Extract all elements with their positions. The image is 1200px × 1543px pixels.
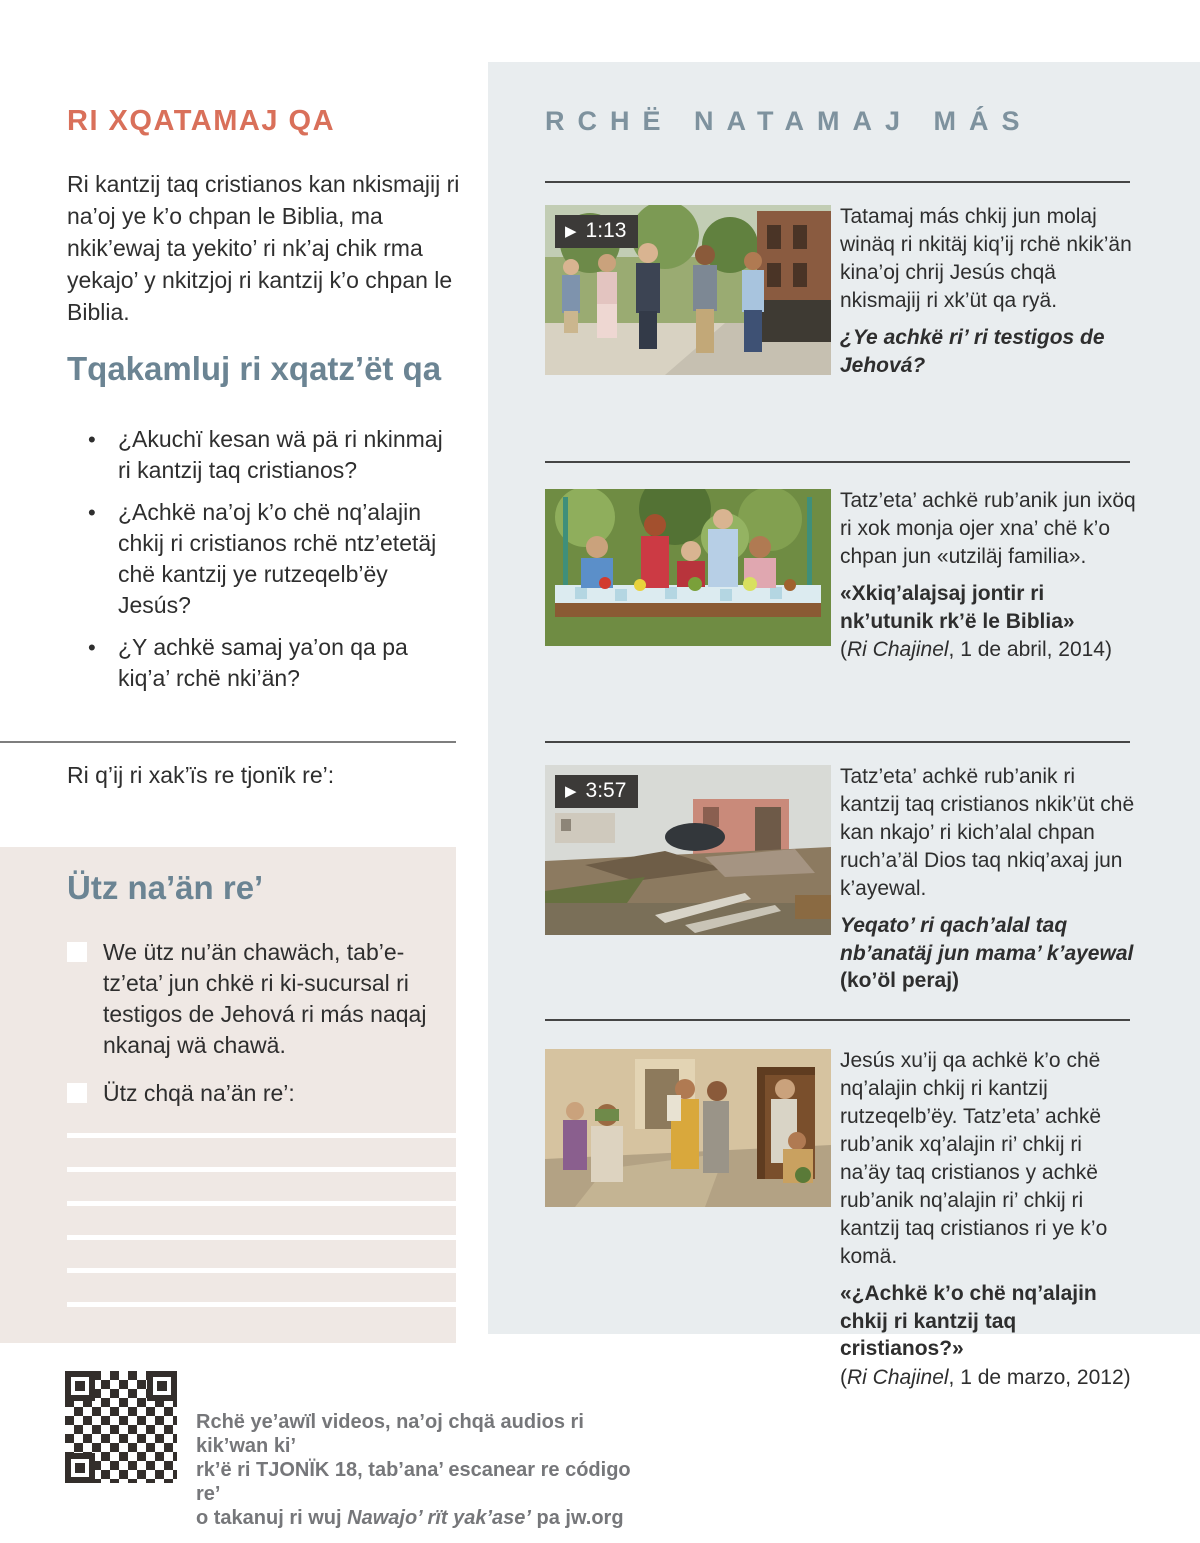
- list-item: [88, 424, 456, 486]
- video-title: Yeqato’ ri qach’alal taq nb’anatäj jun mama’ k’ayewal: [840, 914, 1134, 965]
- source-citation: (Ri Chajinel, 1 de marzo, 2012): [840, 1365, 1131, 1389]
- section-text: [840, 1047, 1137, 1392]
- source-citation: (Ri Chajinel, 1 de abril, 2014): [840, 638, 1112, 661]
- completion-date-label: Ri q’ij ri xak’ïs re tjonïk re’:: [67, 762, 335, 788]
- publication-title: Nawajo’ rït yak’ase’: [347, 1507, 531, 1529]
- magazine-title: Ri Chajinel: [847, 638, 949, 661]
- section-text: [840, 487, 1137, 664]
- list-item: [88, 632, 456, 694]
- video-subtitle: (ko’öl peraj): [840, 969, 960, 992]
- duration-badge: [555, 775, 638, 808]
- article-thumbnail-bible-scene[interactable]: [545, 1049, 831, 1207]
- write-in-line[interactable]: [67, 1201, 456, 1206]
- list-item: [88, 497, 456, 621]
- bullet-icon: •: [88, 500, 96, 525]
- bible-scene-illustration: [545, 1049, 831, 1207]
- write-in-line[interactable]: [67, 1302, 456, 1307]
- checkbox[interactable]: [67, 1083, 87, 1103]
- checklist-item-text: Ütz chqä na’än re’:: [103, 1080, 295, 1106]
- next-steps-heading: Ütz na’än re’: [67, 869, 264, 906]
- question-text: ¿Achkë na’oj k’o chë nq’alajin chkij ri cristianos rchë ntz’etetäj chë kantzij ye rutzeqelb’ëy Jesús?: [118, 499, 437, 618]
- section-description: Tatamaj más chkij jun molaj winäq ri nkitäj kiq’ij rchë nkik’än kina’oj chrij Jesús chqä nkismajij ri xk’üt qa ryä.: [840, 205, 1132, 312]
- next-steps-box: [0, 847, 456, 1343]
- qr-caption: [196, 1410, 646, 1530]
- horizontal-rule: [545, 461, 1130, 463]
- write-in-line[interactable]: [67, 1268, 456, 1273]
- qr-caption-line: rk’ë ri TJONÏK 18, tab’ana’ escanear re código re’: [196, 1459, 631, 1505]
- video-thumbnail-street-conversation[interactable]: [545, 205, 831, 375]
- checklist-item: [67, 1078, 435, 1109]
- write-in-line[interactable]: [67, 1235, 456, 1240]
- magazine-title: Ri Chajinel: [847, 1365, 949, 1389]
- page-title: RI XQATAMAJ QA: [67, 105, 336, 137]
- qr-caption-line: Rchë ye’awïl videos, na’oj chqä audios ri kik’wan ki’: [196, 1411, 584, 1457]
- write-in-line[interactable]: [67, 1133, 456, 1138]
- question-text: ¿Y achkë samaj ya’on qa pa kiq’a’ rchë nki’än?: [118, 634, 408, 691]
- section-description: Tatz’eta’ achkë rub’anik ri kantzij taq cristianos nkik’üt chë kan nkajo’ ri kich’alal chpan ruch’a’äl Dios taq nkiq’axaj jun k’ayewal.: [840, 765, 1135, 900]
- intro-paragraph: Ri kantzij taq cristianos kan nkismajij ri na’oj ye k’o chpan le Biblia, ma nkik’ewaj ta yekito’ ri nk’aj chik rma yekajo’ y nkitzjoj ri kantzij k’o chpan le Biblia.: [67, 171, 460, 325]
- article-title: «Xkiq’alajsaj jontir ri nk’utunik rk’ë le Biblia»: [840, 582, 1075, 633]
- qr-finder-icon: [147, 1371, 177, 1401]
- section-text: [840, 763, 1137, 995]
- qr-caption-line: o takanuj ri wuj Nawajo’ rït yak’ase’ pa jw.org: [196, 1507, 624, 1529]
- video-thumbnail-disaster-relief[interactable]: [545, 765, 831, 935]
- qr-finder-icon: [65, 1453, 95, 1483]
- play-icon: ▶: [565, 223, 577, 240]
- duration-label: 3:57: [585, 779, 627, 802]
- review-questions-list: [88, 424, 456, 705]
- horizontal-rule: [545, 181, 1130, 183]
- family-meal-illustration: [545, 489, 831, 646]
- section-description: Jesús xu’ij qa achkë k’o chë nq’alajin chkij ri kantzij rutzeqelb’ëy. Tatz’eta’ achkë rub’anik xq’alajin ri’ chkij ri na’äy taq cristianos y achkë rub’anik nq’alajin ri’ chkij ri kantzij taq cristianos ri ye k’o komä.: [840, 1049, 1108, 1268]
- section-text: [840, 203, 1137, 379]
- duration-label: 1:13: [585, 219, 627, 242]
- horizontal-rule: [545, 741, 1130, 743]
- write-in-line[interactable]: [67, 1167, 456, 1172]
- section-description: Tatz’eta’ achkë rub’anik jun ixöq ri xok monja ojer xna’ chë k’o chpan jun «utziläj familia».: [840, 489, 1136, 568]
- checklist-item: [67, 937, 435, 1061]
- checklist-item-text: We ütz nu’än chawäch, tab’etz’eta’ jun chkë ri ki-sucursal ri testigos de Jehová ri más naqaj nkanaj wä chawä.: [103, 939, 427, 1058]
- qr-finder-icon: [65, 1371, 95, 1401]
- learn-more-heading: RCHË NATAMAJ MÁS: [545, 106, 1033, 136]
- qr-code: [65, 1371, 177, 1483]
- review-heading: Tqakamluj ri xqatz’ët qa: [67, 350, 442, 387]
- duration-badge: [555, 215, 638, 248]
- checkbox[interactable]: [67, 942, 87, 962]
- section-divider: [0, 741, 456, 743]
- play-icon: ▶: [565, 783, 577, 800]
- video-title: ¿Ye achkë ri’ ri testigos de Jehová?: [840, 326, 1105, 377]
- bullet-icon: •: [88, 635, 96, 660]
- article-thumbnail-family-meal[interactable]: [545, 489, 831, 646]
- question-text: ¿Akuchï kesan wä pä ri nkinmaj ri kantzij taq cristianos?: [118, 426, 443, 483]
- horizontal-rule: [545, 1019, 1130, 1021]
- bullet-icon: •: [88, 427, 96, 452]
- article-title: «¿Achkë k’o chë nq’alajin chkij ri kantzij taq cristianos?»: [840, 1282, 1097, 1360]
